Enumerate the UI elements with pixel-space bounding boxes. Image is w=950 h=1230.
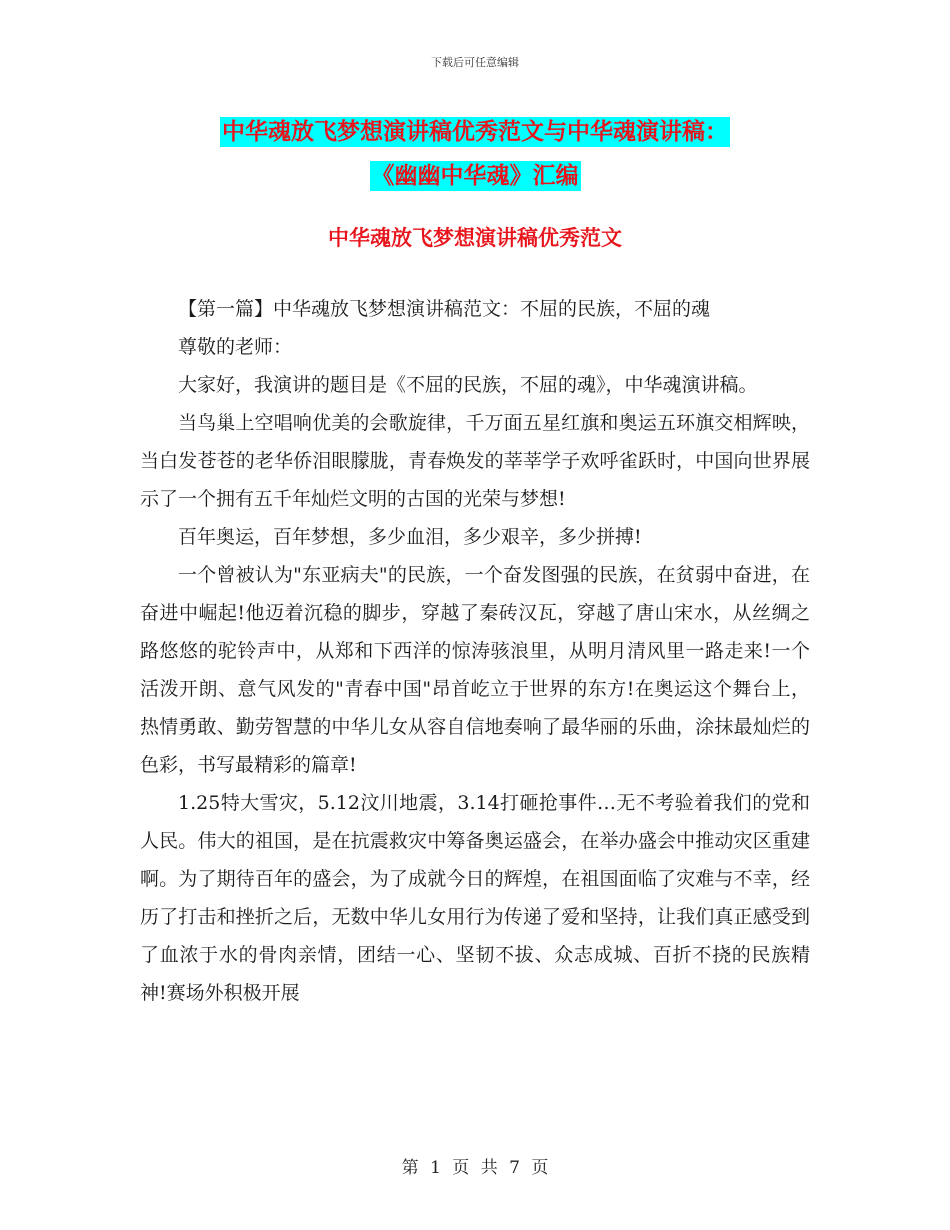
- page-number: 第 1 页 共 7 页: [401, 1158, 549, 1178]
- paragraph: 当鸟巢上空唱响优美的会歌旋律，千万面五星红旗和奥运五环旗交相辉映，当白发苍苍的老华侨泪眼朦胧，青春焕发的莘莘学子欢呼雀跃时，中国向世界展示了一个拥有五千年灿烂文明的古国的光荣与梦想!: [140, 412, 810, 510]
- paragraph: 【第一篇】中华魂放飞梦想演讲稿范文：不屈的民族，不屈的魂: [178, 298, 711, 320]
- header-note: 下载后可任意编辑: [431, 56, 519, 69]
- paragraph: 尊敬的老师：: [178, 336, 293, 358]
- body-text: [140, 290, 810, 1012]
- title-line-2: 《幽幽中华魂》汇编: [371, 163, 579, 189]
- paragraph: 1.25特大雪灾，5.12汶川地震，3.14打砸抢事件…无不考验着我们的党和人民。伟大的祖国，是在抗震救灾中筹备奥运盛会，在举办盛会中推动灾区重建啊。为了期待百年的盛会，为了成就今日的辉煌，在祖国面临了灾难与不幸，经历了打击和挫折之后，无数中华儿女用行为传递了爱和坚持，让我们真正感受到了血浓于水的骨肉亲情，团结一心、坚韧不拔、众志成城、百折不挠的民族精神!赛场外积极开展: [140, 792, 810, 1004]
- paragraph: 一个曾被认为"东亚病夫"的民族，一个奋发图强的民族，在贫弱中奋进，在奋进中崛起!他迈着沉稳的脚步，穿越了秦砖汉瓦，穿越了唐山宋水，从丝绸之路悠悠的驼铃声中，从郑和下西洋的惊涛骇浪里，从明月清风里一路走来!一个活泼开朗、意气风发的"青春中国"昂首屹立于世界的东方!在奥运这个舞台上，热情勇敢、勤劳智慧的中华儿女从容自信地奏响了最华丽的乐曲，涂抹最灿烂的色彩，书写最精彩的篇章!: [140, 564, 810, 776]
- paragraph: 百年奥运，百年梦想，多少血泪，多少艰辛，多少拼搏!: [178, 526, 642, 548]
- section-title: 中华魂放飞梦想演讲稿优秀范文: [328, 226, 622, 250]
- title-line-1: 中华魂放飞梦想演讲稿优秀范文与中华魂演讲稿：: [222, 119, 728, 145]
- paragraph: 大家好，我演讲的题目是《不屈的民族，不屈的魂》，中华魂演讲稿。: [178, 374, 758, 396]
- document-title: [0, 110, 950, 198]
